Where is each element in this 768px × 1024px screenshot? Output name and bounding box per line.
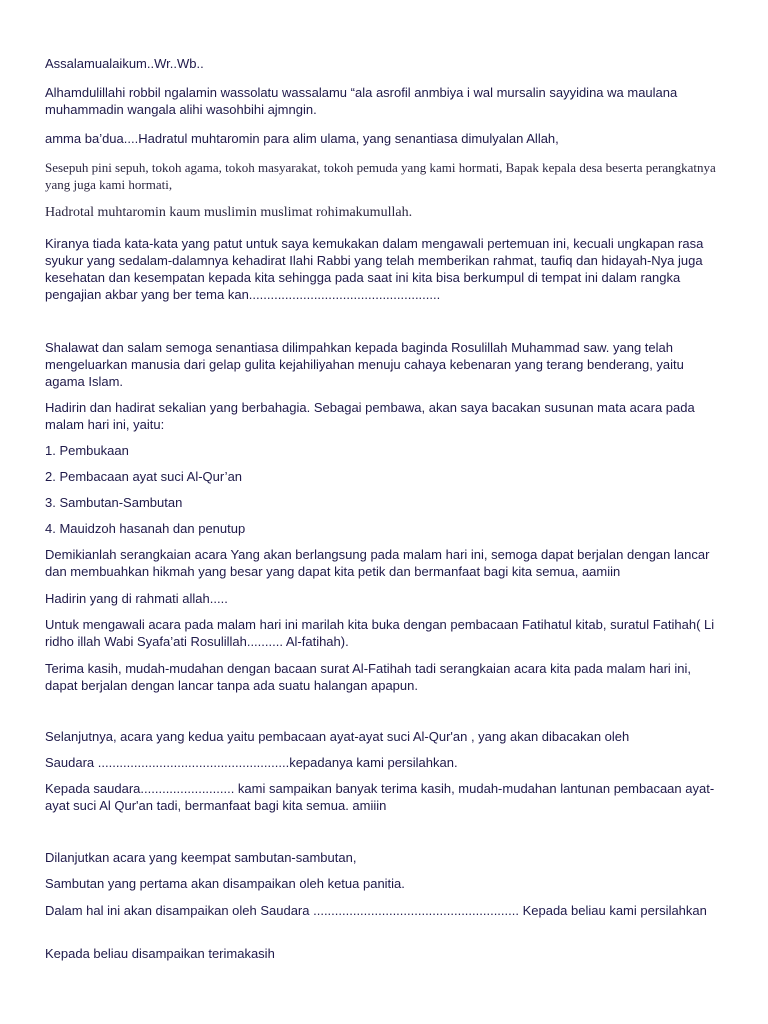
sambutan-speaker: Dalam hal ini akan disampaikan oleh Saudara ......................................................... Kepada beliau kami persilahkan xyxy=(45,903,707,918)
fatihah-paragraph: Untuk mengawali acara pada malam hari ini marilah kita buka dengan pembacaan Fatihatul kitab, suratul Fatihah( Li ridho illah Wabi Syafa’ati Rosulillah.......... Al-fatihah). xyxy=(45,617,715,649)
agenda-item-1: 1. Pembukaan xyxy=(45,443,129,458)
agenda-item-2: 2. Pembacaan ayat suci Al-Qur’an xyxy=(45,469,243,484)
salutation-ulama: amma ba’dua....Hadratul muhtaromin para alim ulama, yang senantiasa dimulyalan Allah, xyxy=(45,131,559,146)
sambutan-thanks: Kepada beliau disampaikan terimakasih xyxy=(45,946,275,961)
agenda-closing: Demikianlah serangkaian acara Yang akan berlangsung pada malam hari ini, semoga dapat berjalan dengan lancar dan membuahkan hikmah yang besar yang dapat kita petik dan bermanfaat bagi kita semua, aamiin xyxy=(45,547,710,579)
agenda-item-3: 3. Sambutan-Sambutan xyxy=(45,495,183,510)
hadirin-line: Hadirin yang di rahmati allah..... xyxy=(45,591,228,606)
quran-thanks: Kepada saudara.......................... kami sampaikan banyak terima kasih, mudah-mudahan lantunan pembacaan ayat-ayat suci Al Qur'an tadi, bermanfaat bagi kita semua. amiiin xyxy=(45,781,715,813)
sambutan-intro: Dilanjutkan acara yang keempat sambutan-sambutan, xyxy=(45,850,357,865)
greeting: Assalamualaikum..Wr..Wb.. xyxy=(45,56,204,71)
opening-prayer: Alhamdulillahi robbil ngalamin wassolatu wassalamu “ala asrofil anmbiya i wal mursalin sayyidina wa maulana muhammadin wangala alihi wasohbihi ajmngin. xyxy=(45,85,678,117)
quran-reader-line: Saudara .....................................................kepadanya kami persilahkan. xyxy=(45,755,458,770)
shalawat-paragraph: Shalawat dan salam semoga senantiasa dilimpahkan kepada baginda Rosulillah Muhammad saw. yang telah mengeluarkan manusia dari gelap gulita kejahiliyahan menuju cahaya kebenaran yang terang benderang, yaitu agama Islam. xyxy=(45,340,684,389)
agenda-item-4: 4. Mauidzoh hasanah dan penutup xyxy=(45,521,246,536)
sambutan-first: Sambutan yang pertama akan disampaikan oleh ketua panitia. xyxy=(45,876,405,891)
salutation-muslimin: Hadrotal muhtaromin kaum muslimin muslimat rohimakumullah. xyxy=(45,205,413,220)
gratitude-paragraph: Kiranya tiada kata-kata yang patut untuk saya kemukakan dalam mengawali pertemuan ini, kecuali ungkapan rasa syukur yang sedalam-dalamnya kehadirat Ilahi Rabbi yang telah memberikan rahmat, taufiq dan hidayah-Nya juga kesehatan dan kesempatan kepada kita sehingga pada saat ini kita bisa berkumpul di tempat ini dalam rangka pengajian akbar yang ber tema kan..................................................... xyxy=(45,236,704,302)
quran-reading-intro: Selanjutnya, acara yang kedua yaitu pembacaan ayat-ayat suci Al-Qur'an , yang akan dibacakan oleh xyxy=(45,729,630,744)
thanks-paragraph: Terima kasih, mudah-mudahan dengan bacaan surat Al-Fatihah tadi serangkaian acara kita pada malam hari ini, dapat berjalan dengan lancar tanpa ada suatu halangan apapun. xyxy=(45,661,692,693)
salutation-tokoh: Sesepuh pini sepuh, tokoh agama, tokoh masyarakat, tokoh pemuda yang kami hormati, Bapak kepala desa beserta perangkatnya yang juga kami hormati, xyxy=(45,160,716,192)
agenda-intro: Hadirin dan hadirat sekalian yang berbahagia. Sebagai pembawa, akan saya bacakan susunan mata acara pada malam hari ini, yaitu: xyxy=(45,400,695,432)
